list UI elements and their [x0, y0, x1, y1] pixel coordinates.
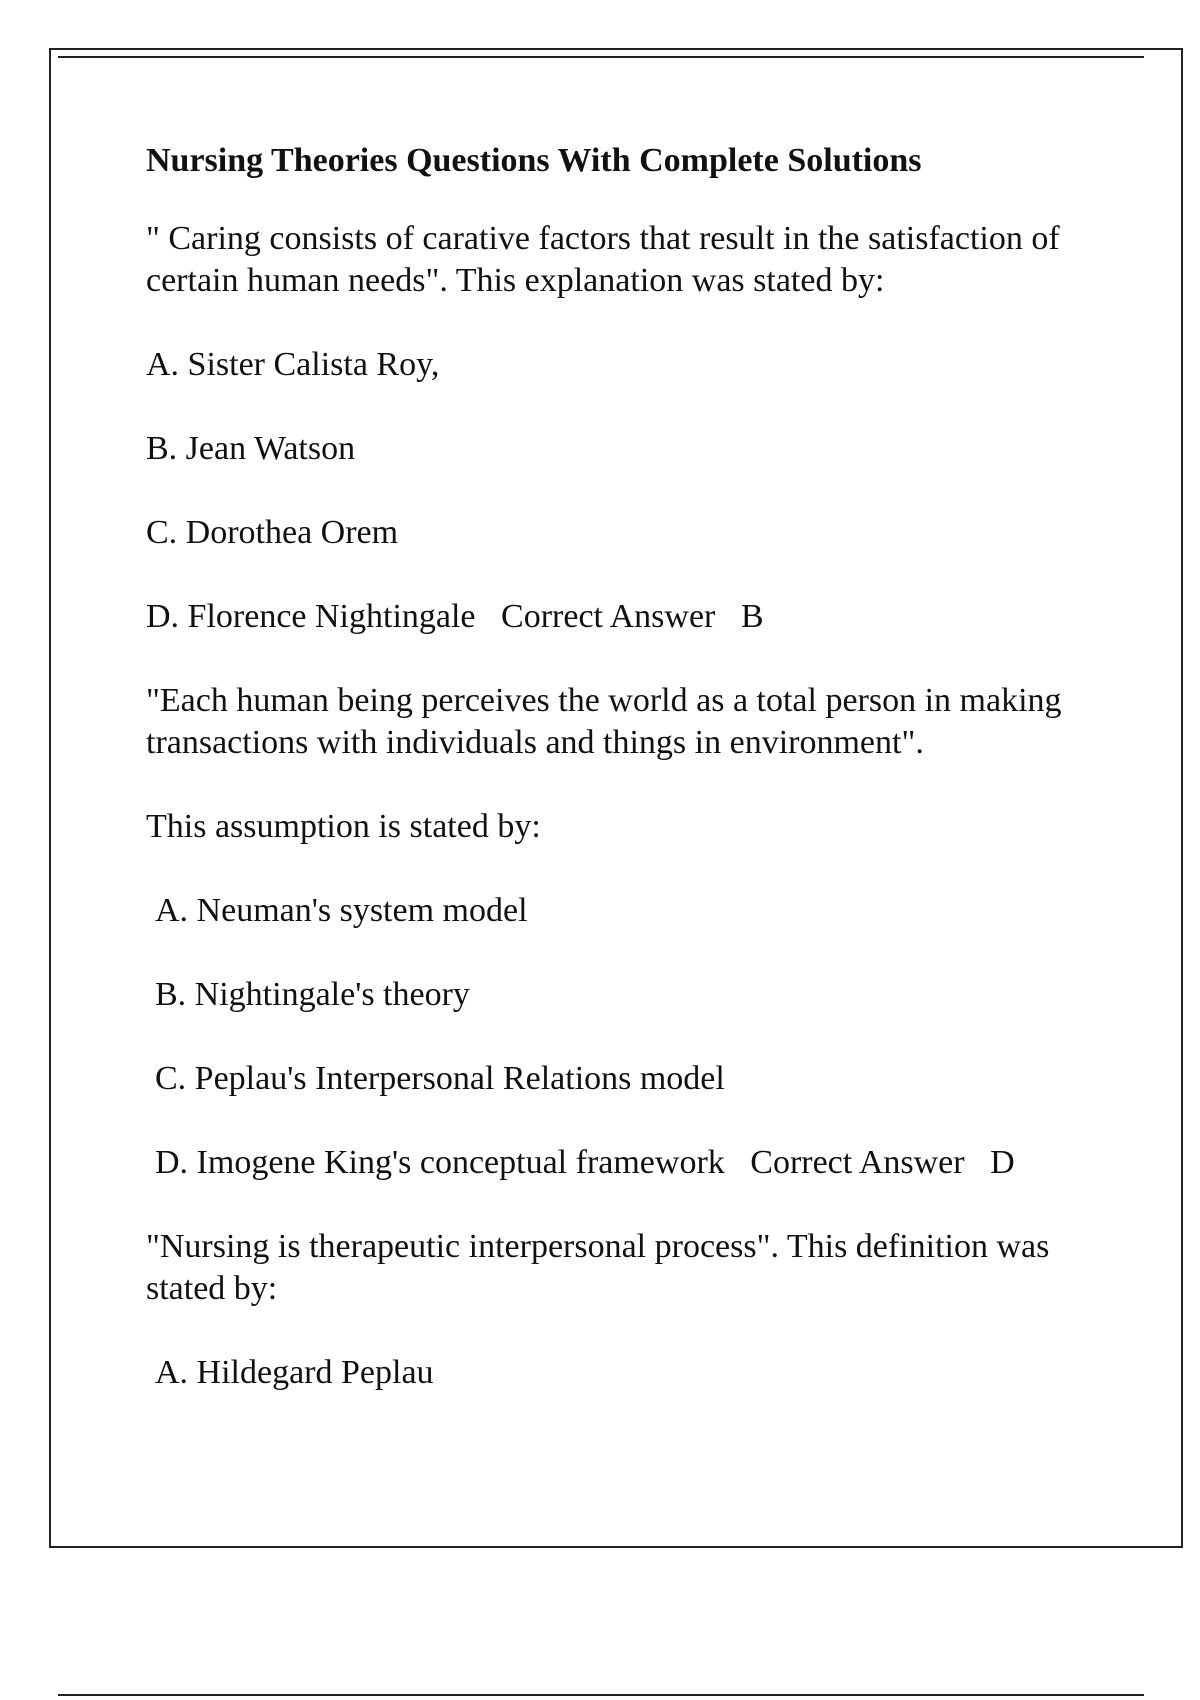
question-2-option-d-line [146, 1142, 1106, 1184]
question-3-option-a: A. Hildegard Peplau [155, 1354, 434, 1391]
question-1-answer-value: B [740, 598, 764, 635]
question-1-answer-label: Correct Answer [501, 598, 716, 635]
question-3-stem: "Nursing is therapeutic interpersonal process". This definition was stated by: [146, 1228, 1050, 1307]
question-2-option-d: D. Imogene King's conceptual framework [155, 1144, 725, 1181]
question-2-answer-label: Correct Answer [750, 1144, 965, 1181]
question-2-stem: "Each human being perceives the world as a total person in making transactions with individuals and things in environment". [146, 682, 1062, 761]
question-1-option-d-line [146, 596, 1106, 638]
top-rule [58, 56, 1144, 58]
question-2-stem-2: This assumption is stated by: [146, 808, 541, 845]
question-2-option-a: A. Neuman's system model [155, 892, 528, 929]
document-content [146, 140, 1106, 1436]
question-1-stem: " Caring consists of carative factors that result in the satisfaction of certain human needs". This explanation was stated by: [146, 220, 1060, 299]
bottom-rule [58, 1694, 1144, 1696]
question-1-option-a: A. Sister Calista Roy, [146, 346, 440, 383]
question-1-option-c: C. Dorothea Orem [146, 514, 399, 551]
question-2-option-c: C. Peplau's Interpersonal Relations model [155, 1060, 725, 1097]
question-2-option-b: B. Nightingale's theory [155, 976, 470, 1013]
question-1-option-d: D. Florence Nightingale [146, 598, 476, 635]
question-2-answer-value: D [990, 1144, 1015, 1181]
question-1-option-b: B. Jean Watson [146, 430, 356, 467]
document-title: Nursing Theories Questions With Complete Solutions [146, 142, 922, 179]
